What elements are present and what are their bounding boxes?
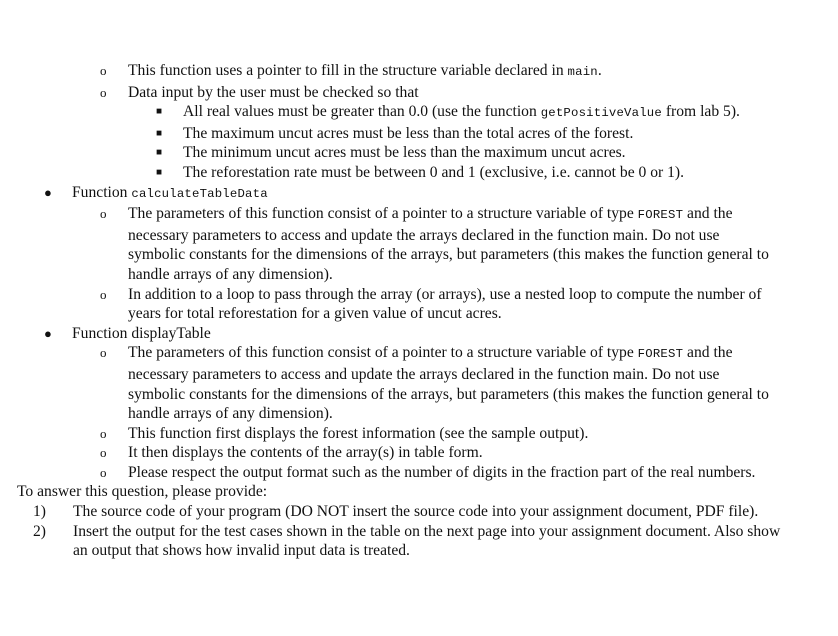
list-item: o Please respect the output format such as the number of digits in the fraction part of the real numbers.: [100, 463, 756, 481]
square-bullet: ■: [156, 147, 163, 159]
open-circle-bullet: o: [100, 84, 107, 100]
open-circle-bullet: o: [100, 63, 107, 78]
list-item: o In addition to a loop to pass through the array (or arrays), use a nested loop to compute the number of years for total reforestation for a given value of uncut acres.: [100, 285, 762, 323]
answer-intro: To answer this question, please provide:: [17, 483, 268, 501]
square-bullet: ■: [156, 106, 163, 118]
open-circle-bullet: o: [100, 464, 107, 480]
disc-bullet: ●: [44, 184, 52, 200]
open-circle-bullet: o: [100, 445, 107, 461]
item-number: 2): [33, 522, 46, 540]
item-text: Data input by the user must be checked so that: [128, 83, 419, 101]
item-text: This function uses a pointer to fill in the structure variable declared in: [128, 62, 568, 79]
open-circle-bullet: o: [100, 425, 107, 441]
open-circle-bullet: o: [100, 206, 107, 222]
sub-list-item: ■ The reforestation rate must be between 0 and 1 (exclusive, i.e. cannot be 0 or 1).: [156, 163, 684, 181]
list-item: [100, 83, 778, 103]
sub-list-item: ■ The maximum uncut acres must be less than the total acres of the forest.: [156, 124, 634, 142]
square-bullet: ■: [156, 166, 163, 178]
code-forest: FOREST: [637, 208, 684, 223]
list-item: o The parameters of this function consist of a pointer to a structure variable of type FOREST and the necessary parameters to access and update the arrays declared in the function main. Do not use symbolic constants for the dimensions of the arrays, but parameters (this makes the function general to handle arrays of any dimension).: [100, 344, 769, 423]
sub-list-item: ■ All real values must be greater than 0.0 (use the function getPositiveValue from lab 5).: [156, 103, 740, 121]
function-heading: ● Function displayTable: [44, 324, 211, 342]
list-item: o This function uses a pointer to fill in the structure variable declared in main.: [100, 62, 602, 79]
document-page: [0, 61, 838, 561]
list-item: o This function first displays the forest information (see the sample output).: [100, 424, 589, 442]
square-bullet: ■: [156, 127, 163, 139]
function-heading: ● Function calculateTableData: [44, 183, 268, 201]
disc-bullet: ●: [44, 325, 52, 341]
code-calculatetabledata: calculateTableData: [131, 186, 268, 201]
code-forest: FOREST: [637, 347, 684, 362]
code-getpositivevalue: getPositiveValue: [540, 106, 662, 121]
numbered-item: 2) Insert the output for the test cases shown in the table on the next page into your assignment document. Also show an output that shows how invalid input data is treated.: [33, 522, 781, 560]
sub-list-item: ■ The minimum uncut acres must be less than the maximum uncut acres.: [156, 144, 626, 162]
code-main: main: [567, 65, 598, 79]
list-item: o The parameters of this function consist of a pointer to a structure variable of type FOREST and the necessary parameters to access and update the arrays declared in the function main. Do not use symbolic constants for the dimensions of the arrays, but parameters (this makes the function general to handle arrays of any dimension).: [100, 205, 769, 283]
numbered-item: 1) The source code of your program (DO NOT insert the source code into your assignment document, PDF file).: [33, 503, 759, 521]
item-number: 1): [33, 503, 46, 521]
open-circle-bullet: o: [100, 345, 107, 361]
open-circle-bullet: o: [100, 286, 107, 302]
list-item: o It then displays the contents of the array(s) in table form.: [100, 444, 483, 462]
